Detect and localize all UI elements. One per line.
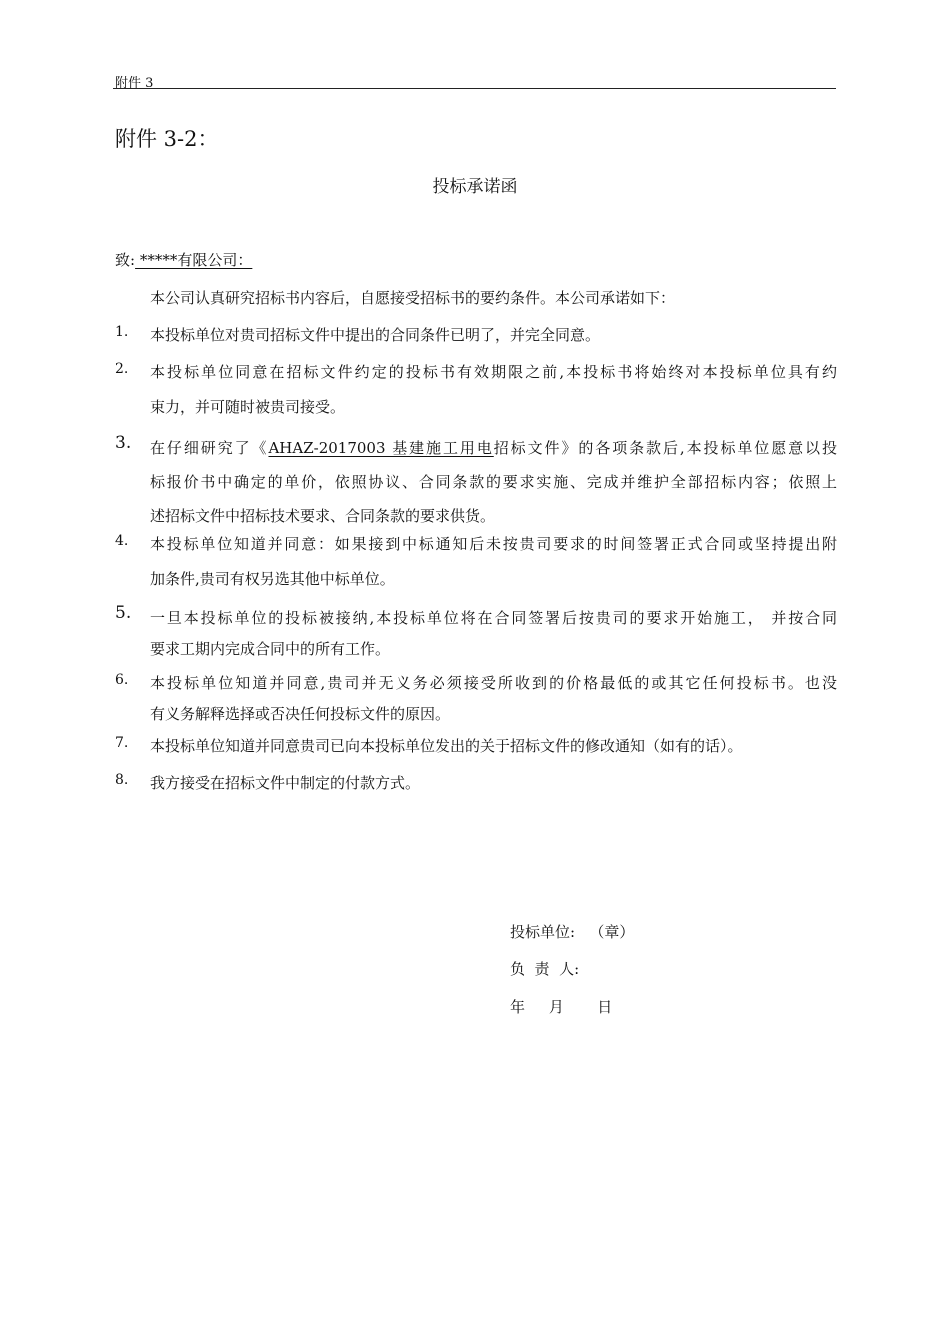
- item-text: 有义务解释选择或否决任何投标文件的原因。: [150, 705, 451, 723]
- list-item: [115, 735, 837, 759]
- item-text: 标报价书中确定的单价，依照协议、合同条款的要求实施、完成并维护全部招标内容；依照上: [150, 473, 837, 491]
- item-text: 本投标单位对贵司招标文件中提出的合同条件已明了，并完全同意。: [150, 326, 601, 344]
- addressee: [115, 249, 252, 270]
- item-text: 本投标单位知道并同意,贵司并无义务必须接受所收到的价格最低的或其它任何投标书。也没: [150, 674, 837, 692]
- list-item: [115, 361, 837, 421]
- addressee-company: *****有限公司：: [135, 251, 253, 269]
- item-number: 3.: [115, 433, 132, 453]
- item-text: 束力，并可随时被贵司接受。: [150, 398, 346, 416]
- list-item: [115, 672, 837, 728]
- item-number: 6.: [115, 672, 129, 688]
- list-item: [115, 772, 837, 796]
- header-rule: [113, 88, 836, 89]
- item-text: 我方接受在招标文件中制定的付款方式。: [150, 774, 421, 792]
- item-number: 8.: [115, 772, 129, 788]
- signature-unit: 投标单位: （章）: [510, 923, 635, 941]
- project-reference: AHAZ-2017003 基建施工用电: [268, 439, 494, 457]
- list-item: [115, 324, 837, 348]
- item-number: 2.: [115, 361, 129, 377]
- item-number: 7.: [115, 735, 129, 751]
- item-number: 1.: [115, 324, 129, 340]
- item-text: 在仔细研究了《AHAZ-2017003 基建施工用电招标文件》的各项条款后,本投标单位愿意以投: [150, 439, 837, 457]
- item-text: 本投标单位同意在招标文件约定的投标书有效期限之前,本投标书将始终对本投标单位具有约: [150, 363, 837, 381]
- signature-date: 年 月 日: [510, 998, 613, 1016]
- item-text: 本投标单位知道并同意：如果接到中标通知后未按贵司要求的时间签署正式合同或坚持提出附: [150, 535, 837, 553]
- addressee-prefix: 致:: [115, 251, 136, 269]
- item-number: 5.: [115, 603, 132, 623]
- list-item: [115, 603, 837, 663]
- intro-paragraph: 本公司认真研究招标书内容后，自愿接受招标书的要约条件。本公司承诺如下：: [150, 289, 676, 307]
- item-number: 4.: [115, 533, 129, 549]
- signature-person: 负 责 人:: [510, 960, 580, 978]
- item-text: 本投标单位知道并同意贵司已向本投标单位发出的关于招标文件的修改通知（如有的话）。: [150, 737, 743, 755]
- item-text: 加条件,贵司有权另选其他中标单位。: [150, 570, 395, 588]
- item-text: 述招标文件中招标技术要求、合同条款的要求供货。: [150, 507, 496, 525]
- attachment-title: 附件 3-2：: [115, 127, 219, 151]
- list-item: [115, 533, 837, 593]
- list-item: [115, 433, 837, 527]
- header-label: 附件 3: [115, 76, 154, 91]
- document-title: 投标承诺函: [432, 177, 518, 197]
- item-text: 要求工期内完成合同中的所有工作。: [150, 640, 391, 658]
- item-text: 一旦本投标单位的投标被接纳,本投标单位将在合同签署后按贵司的要求开始施工， 并按合同: [150, 609, 837, 627]
